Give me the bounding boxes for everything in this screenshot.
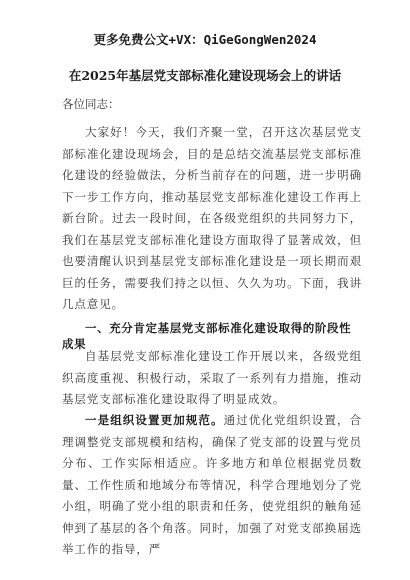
paragraph-point-1 (62, 410, 362, 561)
section-heading-1: 一、充分肯定基层党支部标准化建设取得的阶段性成果 (62, 321, 352, 351)
point-1-lead: 一是组织设置更加规范。 (85, 413, 224, 427)
paragraph-section-1-intro: 自基层党支部标准化建设工作开展以来，各级党组织高度重视、积极行动，采取了一系列有力措施，推动基层党支部标准化建设取得了明显成效。 (62, 349, 362, 406)
document-title: 在2025年基层党支部标准化建设现场会上的讲话 (68, 68, 342, 83)
point-1-text: 通过优化党组织设置，合理调整党支部规模和结构，确保了党支部的设置与党员分布、工作实际相适应。许多地方和单位根据党员数量、工作性质和地域分布等情况，科学合理地划分了党小组，明确了党小组的职责和任务，使党组织的触角延伸到了基层的各个角落。同时，加强了对党支部换届选举工作的指导，严 (62, 413, 362, 556)
salutation: 各位同志： (62, 97, 120, 111)
header-watermark: 更多免费公文+VX：QiGeGongWen2024 (93, 32, 317, 47)
paragraph-intro: 大家好！今天，我们齐聚一堂，召开这次基层党支部标准化建设现场会，目的是总结交流基层党支部标准化建设的经验做法，分析当前存在的问题，进一步明确下一步工作方向，推动基层党支部标准化建设工作再上新台阶。过去一段时间，在各级党组织的共同努力下，我们在基层党支部标准化建设方面取得了显著成效，但也要清醒认识到基层党支部标准化建设是一项长期而艰巨的任务，需要我们持之以恒、久久为功。下面，我讲几点意见。 (62, 125, 362, 311)
